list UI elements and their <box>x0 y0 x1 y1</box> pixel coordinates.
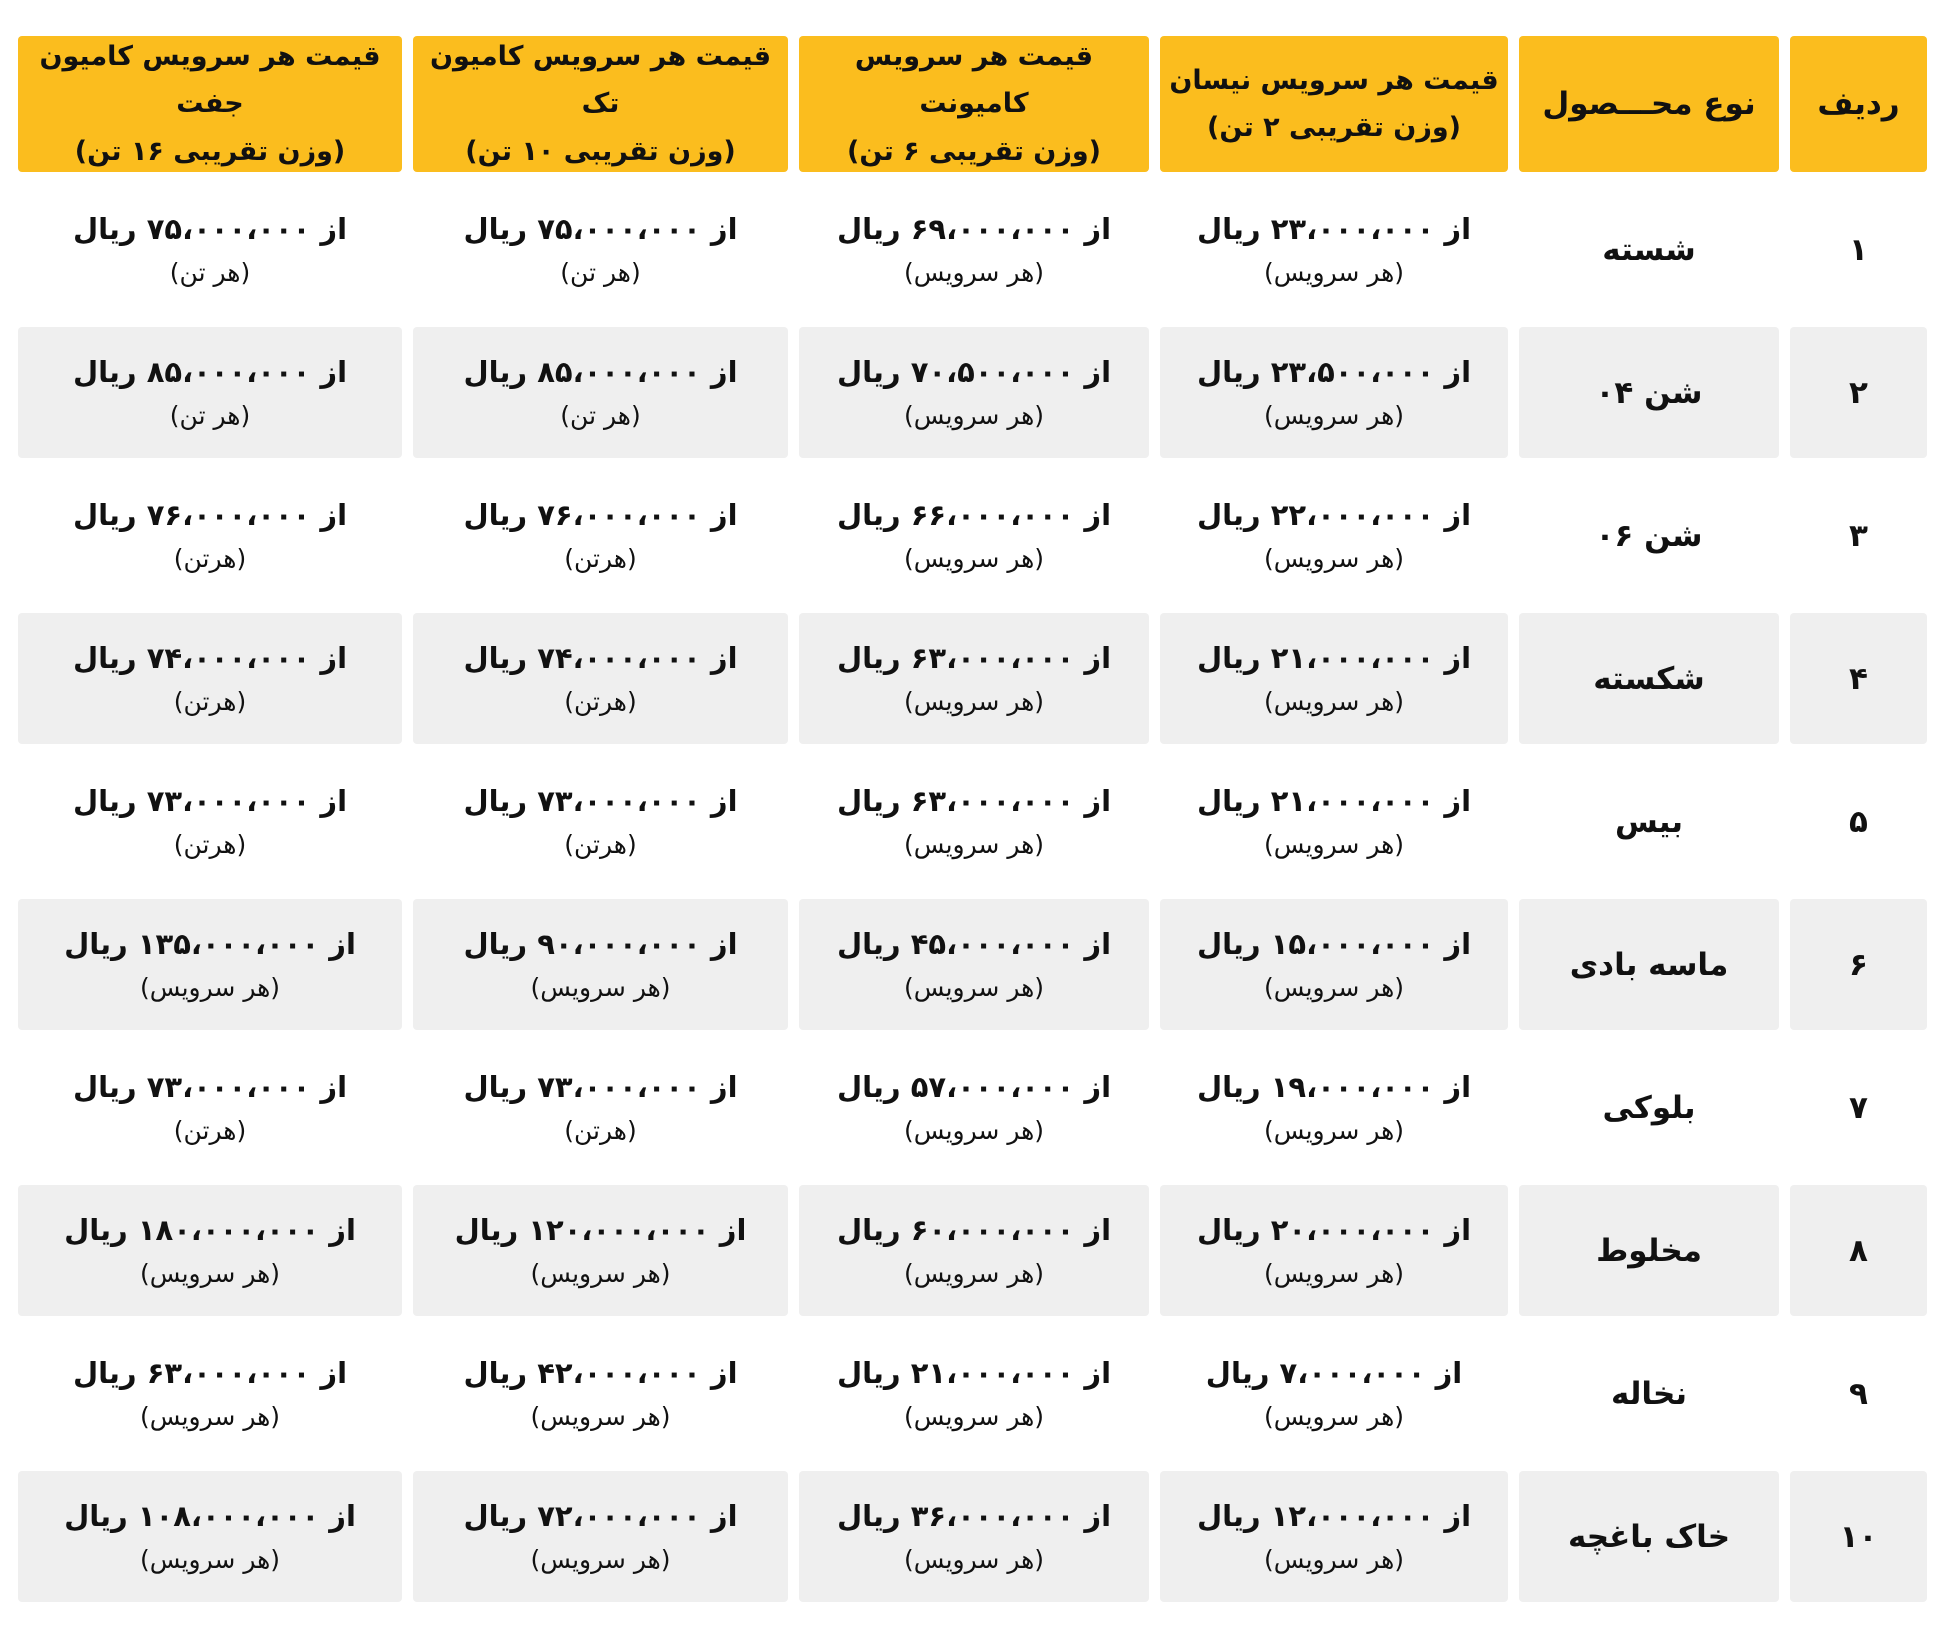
price-cell <box>1160 327 1508 458</box>
price-cell <box>18 613 402 744</box>
price-cell <box>799 470 1149 601</box>
price-cell <box>1160 613 1508 744</box>
price-cell <box>413 756 788 887</box>
price-value: از ۲۱،۰۰۰،۰۰۰ ریال <box>1196 784 1472 819</box>
price-cell <box>1160 1042 1508 1173</box>
product-name: مخلوط <box>1519 1185 1779 1316</box>
price-cell <box>1160 1328 1508 1459</box>
price-value: از ۲۲،۰۰۰،۰۰۰ ریال <box>1196 498 1472 533</box>
price-value: از ۶۳،۰۰۰،۰۰۰ ریال <box>836 784 1112 819</box>
price-value: از ۷۲،۰۰۰،۰۰۰ ریال <box>463 1499 738 1534</box>
price-cell <box>18 1471 402 1602</box>
price-value: از ۲۳،۵۰۰،۰۰۰ ریال <box>1196 355 1472 390</box>
price-unit: (هر سرویس) <box>1263 257 1405 287</box>
price-value: از ۷۶،۰۰۰،۰۰۰ ریال <box>463 498 738 533</box>
price-unit: (هر سرویس) <box>903 400 1045 430</box>
price-unit: (هرتن) <box>173 1115 247 1145</box>
price-cell <box>799 899 1149 1030</box>
price-unit: (هر سرویس) <box>530 1401 671 1431</box>
product-name: نخاله <box>1610 1375 1688 1412</box>
price-unit: (هر سرویس) <box>1263 400 1405 430</box>
row-number: ۱۰ <box>1790 1471 1927 1602</box>
price-unit: (هر سرویس) <box>1263 1401 1405 1431</box>
price-unit: (هر سرویس) <box>1263 543 1405 573</box>
price-value: از ۶۰،۰۰۰،۰۰۰ ریال <box>836 1213 1112 1248</box>
row-number: ۸ <box>1790 1185 1927 1316</box>
price-cell <box>1160 1471 1508 1602</box>
price-cell <box>18 1185 402 1316</box>
price-cell <box>18 327 402 458</box>
price-unit: (هر سرویس) <box>139 1544 281 1574</box>
price-unit: (هر سرویس) <box>903 543 1045 573</box>
row-number: ۷ <box>1849 1089 1868 1126</box>
price-value: از ۶۶،۰۰۰،۰۰۰ ریال <box>836 498 1112 533</box>
header-line1: قیمت هر سرویس کامیون جفت <box>39 41 381 120</box>
price-cell <box>18 184 402 315</box>
row-number: ۵ <box>1849 803 1868 840</box>
price-cell <box>413 899 788 1030</box>
header-line2: (وزن تقریبی ۱۰ تن) <box>465 135 736 167</box>
header-single-truck <box>413 36 788 172</box>
price-value: از ۷۵،۰۰۰،۰۰۰ ریال <box>72 212 348 247</box>
price-cell <box>1160 470 1508 601</box>
price-value: از ۸۵،۰۰۰،۰۰۰ ریال <box>72 355 348 390</box>
row-number: ۹ <box>1849 1375 1868 1412</box>
price-value: از ۷۳،۰۰۰،۰۰۰ ریال <box>72 784 348 819</box>
price-cell <box>18 899 402 1030</box>
price-value: از ۷۳،۰۰۰،۰۰۰ ریال <box>463 1070 738 1105</box>
price-cell <box>1160 899 1508 1030</box>
price-cell <box>413 184 788 315</box>
price-cell <box>799 1471 1149 1602</box>
price-cell <box>18 756 402 887</box>
price-cell <box>1160 184 1508 315</box>
product-name: بیس <box>1614 803 1684 840</box>
price-value: از ۶۹،۰۰۰،۰۰۰ ریال <box>836 212 1112 247</box>
header-nissan <box>1160 36 1508 172</box>
header-line1: ردیف <box>1817 85 1900 122</box>
price-unit: (هر سرویس) <box>903 257 1045 287</box>
price-unit: (هر سرویس) <box>139 1258 281 1288</box>
price-value: از ۴۵،۰۰۰،۰۰۰ ریال <box>836 927 1112 962</box>
price-cell <box>1160 756 1508 887</box>
price-cell <box>799 1328 1149 1459</box>
price-unit: (هر سرویس) <box>1263 1544 1405 1574</box>
header-line2: (وزن تقریبی ۶ تن) <box>846 135 1102 167</box>
product-name: شکسته <box>1519 613 1779 744</box>
header-line1: قیمت هر سرویس کامیونت <box>854 41 1094 120</box>
header-line1: نوع محـــصول <box>1542 85 1756 122</box>
price-cell <box>413 1185 788 1316</box>
price-value: از ۷۴،۰۰۰،۰۰۰ ریال <box>72 641 348 676</box>
price-value: از ۸۵،۰۰۰،۰۰۰ ریال <box>463 355 738 390</box>
price-unit: (هر سرویس) <box>903 1401 1045 1431</box>
price-unit: (هرتن) <box>173 829 247 859</box>
product-name: ماسه بادی <box>1519 899 1779 1030</box>
price-value: از ۵۷،۰۰۰،۰۰۰ ریال <box>836 1070 1112 1105</box>
price-unit: (هر سرویس) <box>1263 686 1405 716</box>
price-value: از ۲۰،۰۰۰،۰۰۰ ریال <box>1196 1213 1472 1248</box>
price-value: از ۲۱،۰۰۰،۰۰۰ ریال <box>836 1356 1112 1391</box>
product-name: خاک باغچه <box>1519 1471 1779 1602</box>
price-unit: (هر سرویس) <box>530 1258 671 1288</box>
price-cell <box>18 1042 402 1173</box>
price-value: از ۷۶،۰۰۰،۰۰۰ ریال <box>72 498 348 533</box>
header-product-type <box>1519 36 1779 172</box>
price-cell <box>413 1471 788 1602</box>
price-unit: (هرتن) <box>564 829 637 859</box>
price-unit: (هر سرویس) <box>530 1544 671 1574</box>
price-value: از ۶۳،۰۰۰،۰۰۰ ریال <box>836 641 1112 676</box>
price-value: از ۷۳،۰۰۰،۰۰۰ ریال <box>463 784 738 819</box>
price-value: از ۹۰،۰۰۰،۰۰۰ ریال <box>463 927 738 962</box>
price-cell <box>413 1042 788 1173</box>
price-cell <box>413 613 788 744</box>
price-value: از ۲۳،۰۰۰،۰۰۰ ریال <box>1196 212 1472 247</box>
price-unit: (هر سرویس) <box>139 972 281 1002</box>
price-unit: (هر تن) <box>169 400 251 430</box>
price-cell <box>799 1042 1149 1173</box>
price-value: از ۱۲۰،۰۰۰،۰۰۰ ریال <box>454 1213 747 1248</box>
price-unit: (هر سرویس) <box>530 972 671 1002</box>
product-name: شن ۰۴ <box>1519 327 1779 458</box>
price-cell <box>799 756 1149 887</box>
price-value: از ۶۳،۰۰۰،۰۰۰ ریال <box>72 1356 348 1391</box>
price-unit: (هر سرویس) <box>903 829 1045 859</box>
price-cell <box>18 470 402 601</box>
price-value: از ۴۲،۰۰۰،۰۰۰ ریال <box>463 1356 738 1391</box>
price-unit: (هرتن) <box>173 686 247 716</box>
price-unit: (هر سرویس) <box>1263 1258 1405 1288</box>
product-name: شسته <box>1602 231 1696 268</box>
price-unit: (هر سرویس) <box>139 1401 281 1431</box>
price-value: از ۱۵،۰۰۰،۰۰۰ ریال <box>1196 927 1472 962</box>
price-cell <box>18 1328 402 1459</box>
header-line1: قیمت هر سرویس کامیون تک <box>429 41 772 120</box>
price-cell <box>413 470 788 601</box>
price-unit: (هر سرویس) <box>903 1544 1045 1574</box>
header-pickup-truck <box>799 36 1149 172</box>
header-line1: قیمت هر سرویس نیسان <box>1169 64 1499 96</box>
price-unit: (هر سرویس) <box>903 686 1045 716</box>
row-number: ۲ <box>1790 327 1927 458</box>
header-double-truck <box>18 36 402 172</box>
price-unit: (هرتن) <box>564 686 637 716</box>
price-unit: (هرتن) <box>564 1115 637 1145</box>
price-cell <box>799 184 1149 315</box>
price-value: از ۱۰۸،۰۰۰،۰۰۰ ریال <box>64 1499 356 1534</box>
price-table <box>18 36 1928 1602</box>
price-cell <box>413 327 788 458</box>
price-value: از ۷۰،۵۰۰،۰۰۰ ریال <box>836 355 1112 390</box>
price-cell <box>413 1328 788 1459</box>
price-unit: (هرتن) <box>564 543 637 573</box>
price-unit: (هر تن) <box>560 257 641 287</box>
price-cell <box>1160 1185 1508 1316</box>
price-value: از ۷،۰۰۰،۰۰۰ ریال <box>1205 1356 1463 1391</box>
price-unit: (هرتن) <box>173 543 247 573</box>
price-value: از ۱۹،۰۰۰،۰۰۰ ریال <box>1196 1070 1472 1105</box>
price-unit: (هر سرویس) <box>903 1115 1045 1145</box>
header-line2: (وزن تقریبی ۲ تن) <box>1206 112 1462 143</box>
row-number: ۶ <box>1790 899 1927 1030</box>
price-unit: (هر سرویس) <box>1263 829 1405 859</box>
row-number: ۳ <box>1849 517 1868 554</box>
price-cell <box>799 613 1149 744</box>
price-value: از ۷۳،۰۰۰،۰۰۰ ریال <box>72 1070 348 1105</box>
price-value: از ۱۸۰،۰۰۰،۰۰۰ ریال <box>64 1213 356 1248</box>
price-value: از ۱۲،۰۰۰،۰۰۰ ریال <box>1196 1499 1472 1534</box>
price-unit: (هر سرویس) <box>1263 1115 1405 1145</box>
price-unit: (هر تن) <box>560 400 641 430</box>
price-unit: (هر سرویس) <box>903 1258 1045 1288</box>
price-value: از ۷۵،۰۰۰،۰۰۰ ریال <box>463 212 738 247</box>
product-name: شن ۰۶ <box>1595 517 1703 554</box>
row-number: ۴ <box>1790 613 1927 744</box>
price-value: از ۱۳۵،۰۰۰،۰۰۰ ریال <box>64 927 356 962</box>
header-line2: (وزن تقریبی ۱۶ تن) <box>74 135 346 167</box>
price-unit: (هر سرویس) <box>1263 972 1405 1002</box>
price-cell <box>799 1185 1149 1316</box>
price-value: از ۳۶،۰۰۰،۰۰۰ ریال <box>836 1499 1112 1534</box>
price-unit: (هر سرویس) <box>903 972 1045 1002</box>
product-name: بلوکی <box>1602 1089 1696 1126</box>
header-row-number <box>1790 36 1927 172</box>
price-value: از ۷۴،۰۰۰،۰۰۰ ریال <box>463 641 738 676</box>
price-unit: (هر تن) <box>169 257 251 287</box>
row-number: ۱ <box>1849 231 1868 268</box>
price-cell <box>799 327 1149 458</box>
price-value: از ۲۱،۰۰۰،۰۰۰ ریال <box>1196 641 1472 676</box>
